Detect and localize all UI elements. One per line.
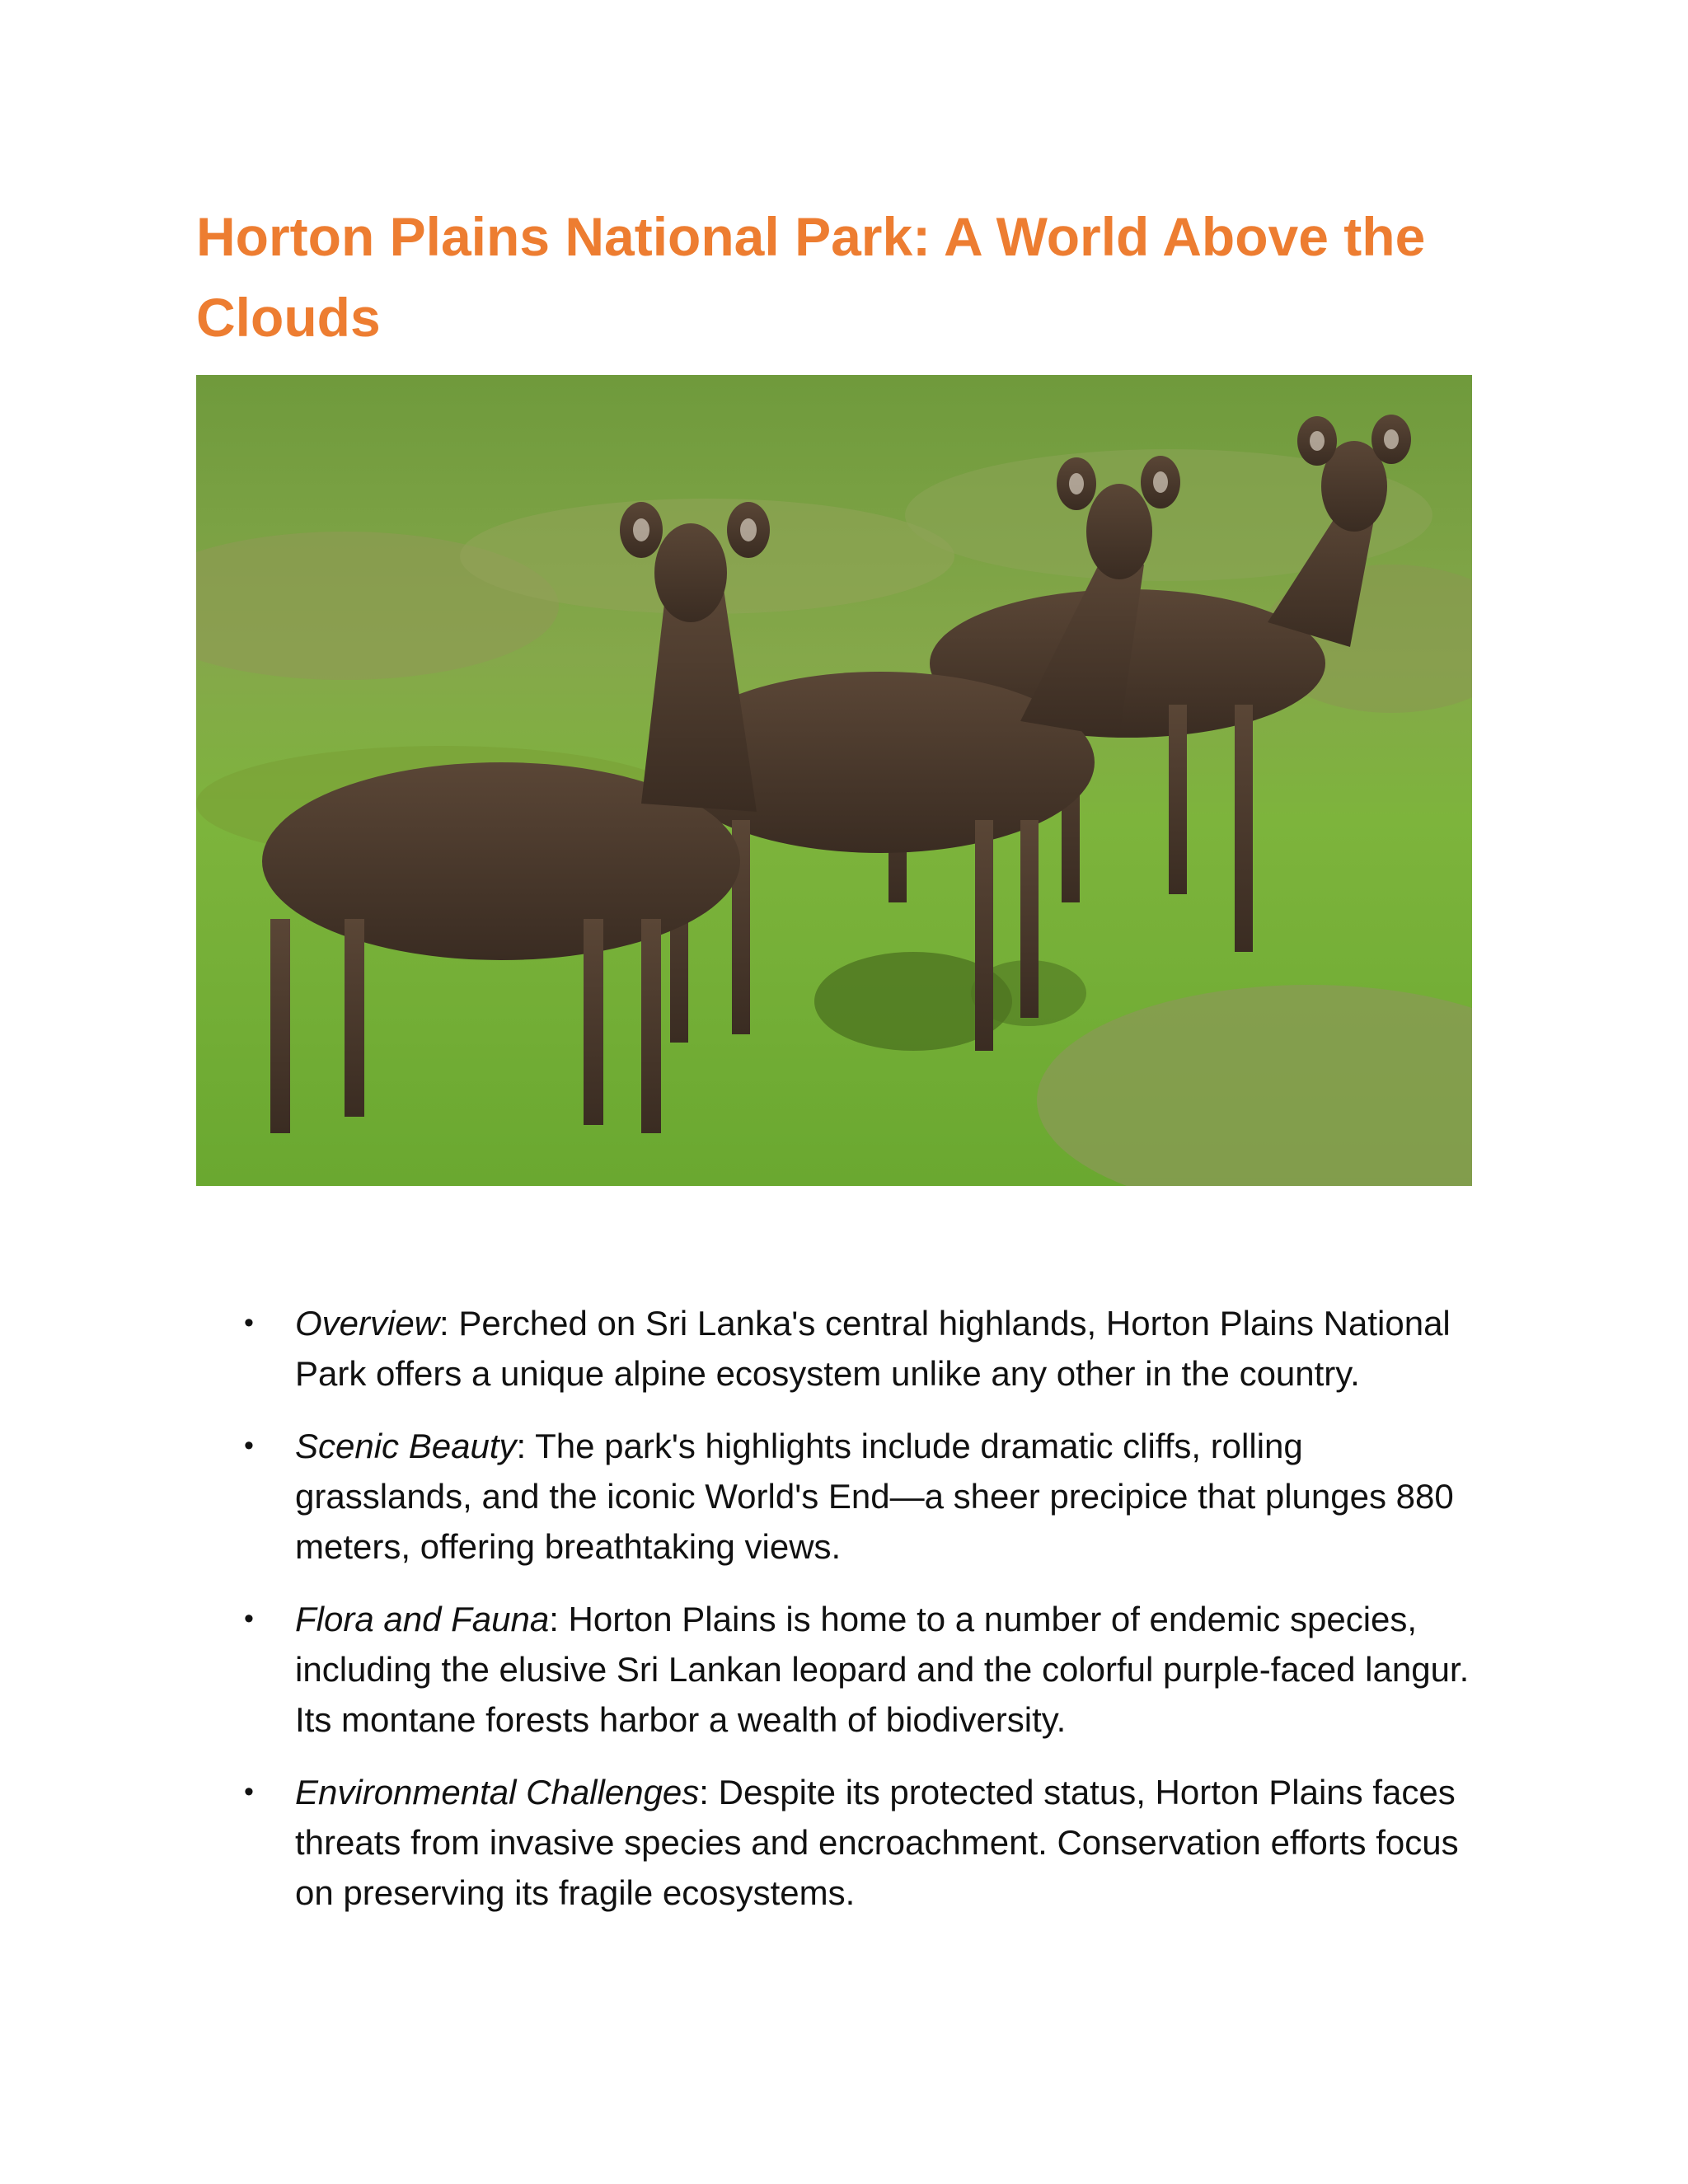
list-item: [196, 1421, 1482, 1572]
bullet-term: Overview: [295, 1304, 440, 1343]
list-item: [196, 1767, 1482, 1918]
bullet-text: : The park's highlights include dramatic cliffs, rolling grasslands, and the iconic World's End—a sheer precipice that plunges 880 meters, offering breathtaking views.: [295, 1427, 1454, 1566]
bullet-text: : Despite its protected status, Horton Plains faces threats from invasive species and encroachment. Conservation efforts focus on preserving its fragile ecosystems.: [295, 1773, 1459, 1912]
deer-photo-illustration: [196, 375, 1472, 1186]
list-item: [196, 1594, 1482, 1745]
bullet-term: Scenic Beauty: [295, 1427, 517, 1465]
bullet-dot: •: [244, 1307, 254, 1338]
bullet-text: : Horton Plains is home to a number of endemic species, including the elusive Sri Lankan leopard and the colorful purple-faced langur. Its montane forests harbor a wealth of biodiversity.: [295, 1600, 1470, 1739]
page-title: Horton Plains National Park: A World Above the Clouds: [196, 206, 1426, 348]
bullet-text: : Perched on Sri Lanka's central highlands, Horton Plains National Park offers a unique alpine ecosystem unlike any other in the country.: [295, 1304, 1451, 1393]
list-item: [196, 1298, 1482, 1399]
deer-photo: [196, 375, 1472, 1186]
bullet-term: Flora and Fauna: [295, 1600, 550, 1638]
bullet-term: Environmental Challenges: [295, 1773, 700, 1811]
bullet-dot: •: [244, 1603, 254, 1634]
bullet-list: [196, 1298, 1482, 1940]
bullet-dot: •: [244, 1776, 254, 1807]
bullet-dot: •: [244, 1430, 254, 1461]
